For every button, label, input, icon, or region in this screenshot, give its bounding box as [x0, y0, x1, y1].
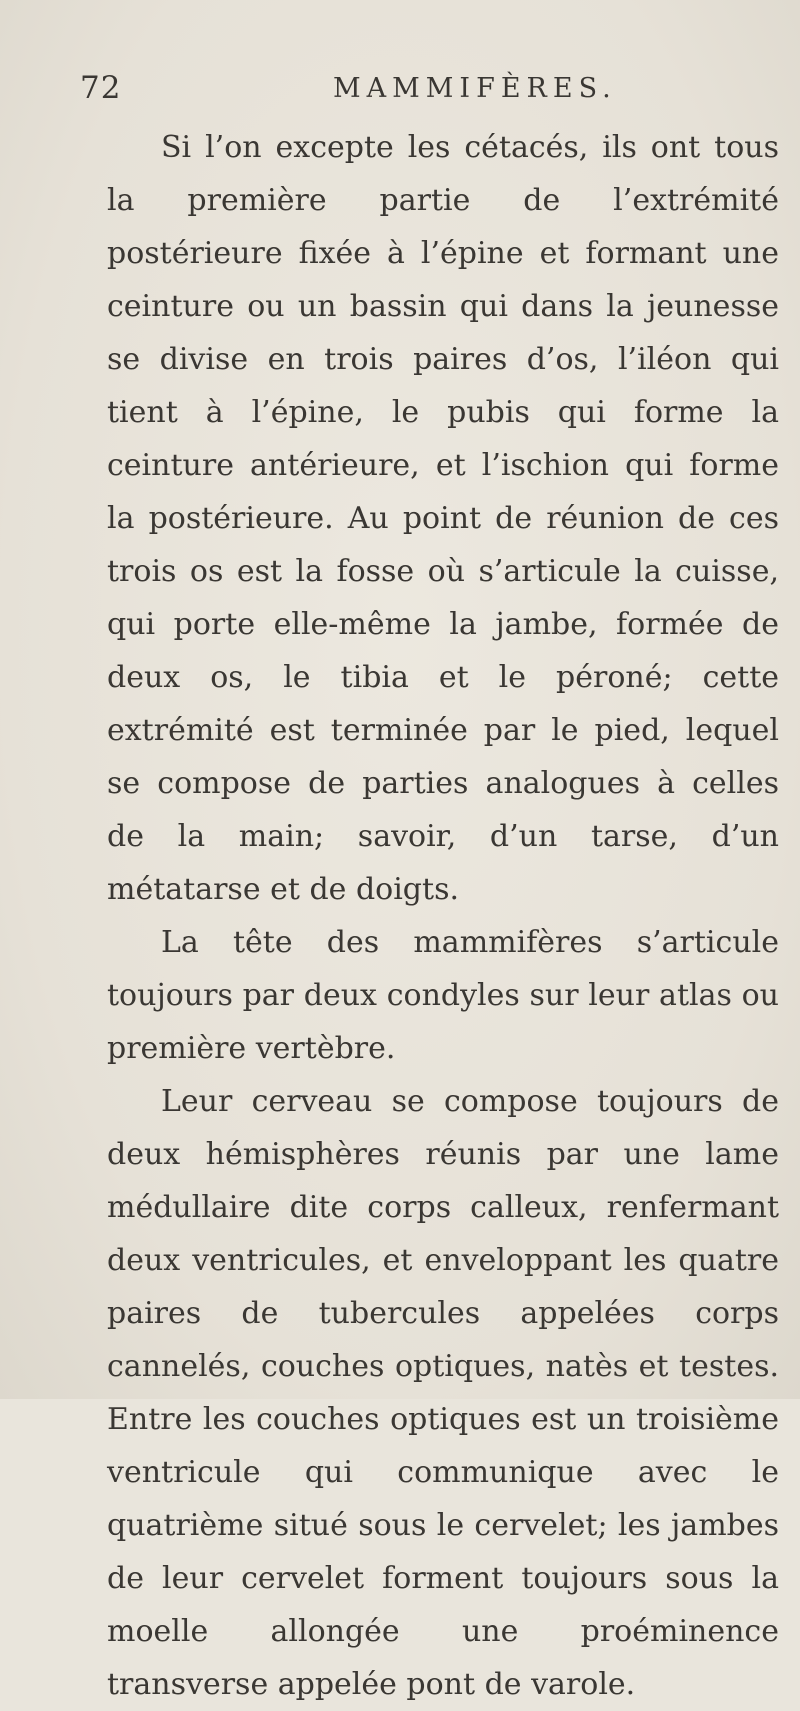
paragraph-head: La tête des mammifères s’articule toujours par deux condyles sur leur atlas ou première vertèbre. — [107, 925, 779, 1066]
page-number: 72 — [80, 70, 122, 106]
paragraph-brain: Leur cerveau se compose toujours de deux hémisphères réunis par une lame médullaire dite corps calleux, renfermant deux ventricules, et enveloppant les quatre paires de tubercules appelées corps cannelés, couches optiques, natès et testes. Entre les couches optiques est un troisième ventricule qui communique avec le quatrième situé sous le cervelet; les jambes de leur cervelet forment toujours sous la moelle allongée une proéminence transverse appelée pont de varole. — [107, 1084, 779, 1702]
body-text — [107, 121, 779, 1711]
paragraph-pelvis: Si l’on excepte les cétacés, ils ont tous la première partie de l’extrémité postérieure fixée à l’épine et formant une ceinture ou un bassin qui dans la jeunesse se divise en trois paires d’os, l’iléon qui tient à l’épine, le pubis qui forme la ceinture antérieure, et l’ischion qui forme la postérieure. Au point de réunion de ces trois os est la fosse où s’articule la cuisse, qui porte elle-même la jambe, formée de deux os, le tibia et le péroné; cette extrémité est terminée par le pied, lequel se compose de parties analogues à celles de la main; savoir, d’un tarse, d’un métatarse et de doigts. — [107, 130, 779, 907]
running-head: MAMMIFÈRES. — [333, 73, 617, 104]
page-header — [0, 70, 800, 110]
